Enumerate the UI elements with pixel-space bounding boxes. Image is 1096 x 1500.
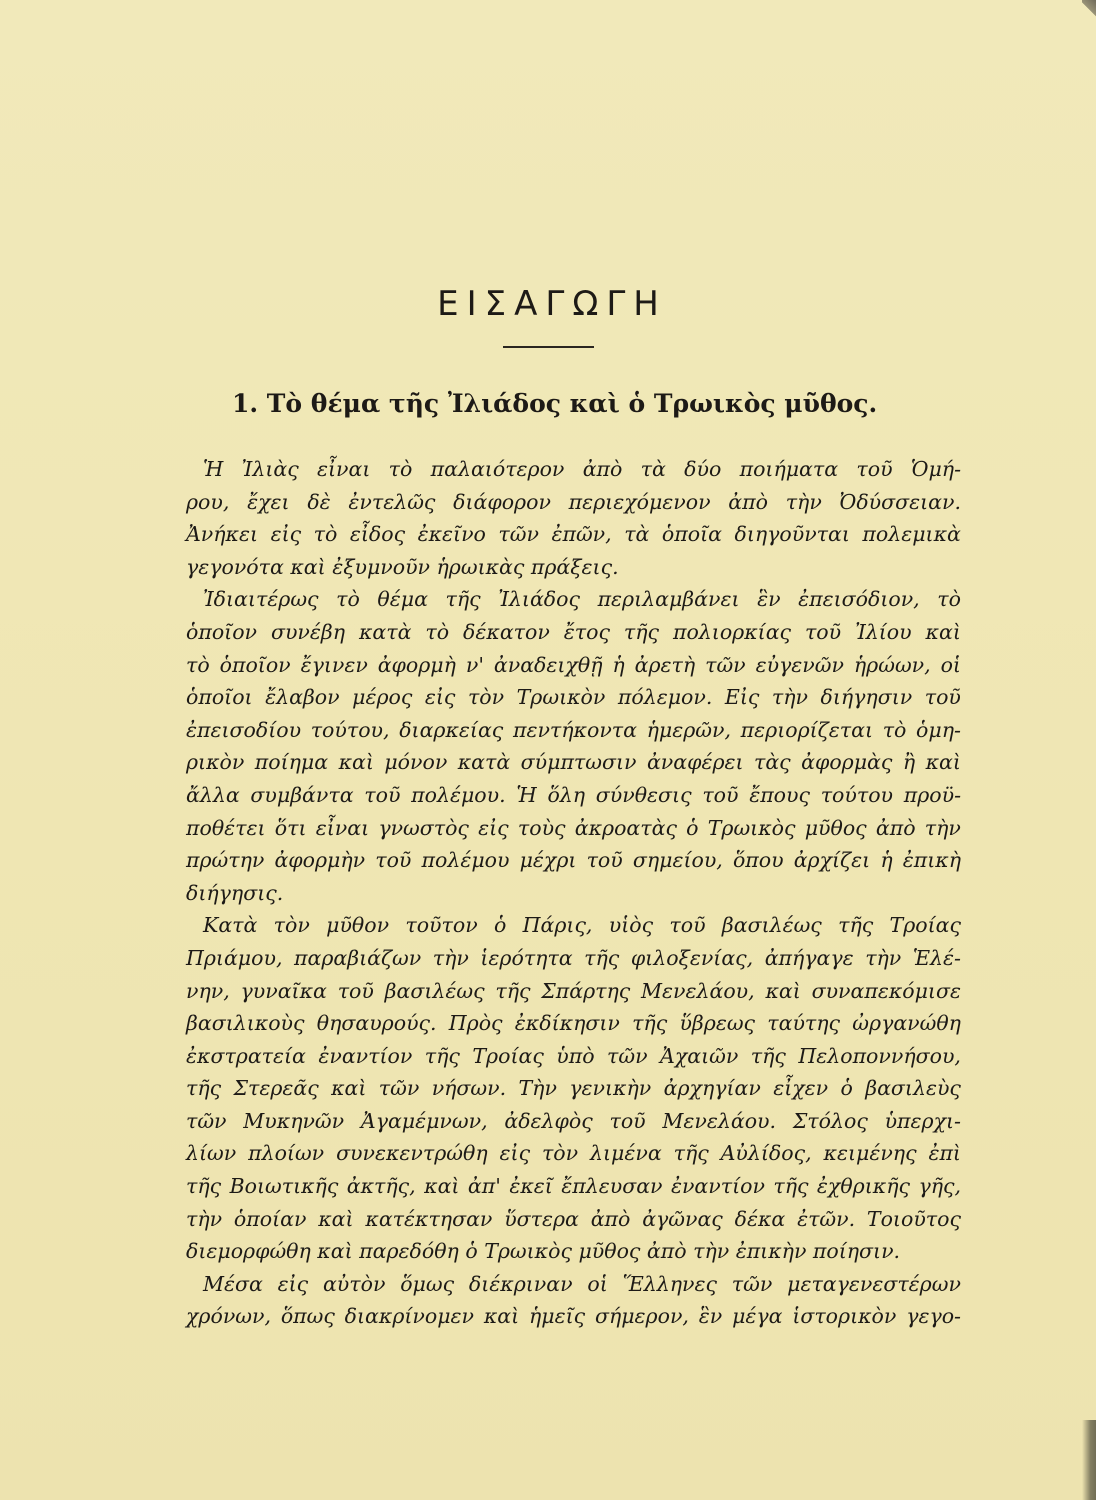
- word: ἐκδίκησιν: [514, 1011, 620, 1036]
- word: ἡ: [880, 848, 893, 873]
- word: εἰς: [499, 1141, 531, 1166]
- text-line: [186, 1300, 961, 1333]
- word: Ἰλιὰς: [241, 457, 299, 481]
- word: τὸ: [336, 587, 360, 612]
- word: τὰ: [624, 522, 650, 547]
- word: τὸ: [313, 522, 338, 547]
- word: πολιορκίας: [672, 619, 792, 644]
- word: νήσων.: [431, 1076, 507, 1101]
- word: περιλαμβάνει: [597, 587, 740, 612]
- word: ἢ: [902, 750, 916, 775]
- word: ἀναφέρει: [646, 750, 744, 775]
- word: εἰς: [277, 1271, 309, 1296]
- word: ὁποίαν: [233, 1206, 307, 1231]
- word: Τροίας: [889, 913, 961, 938]
- word: τοῦ: [364, 782, 401, 807]
- word: τοῦ: [375, 848, 412, 873]
- word: τὸν: [273, 913, 310, 938]
- text-line: [186, 1007, 961, 1040]
- word: τῆς: [773, 1174, 809, 1199]
- word: τῶν: [186, 1108, 227, 1133]
- word: ἐπὶ: [928, 1141, 961, 1166]
- word: τούτου: [820, 782, 893, 807]
- word: ὕβρεως: [679, 1011, 756, 1036]
- word: τὸ: [425, 619, 450, 644]
- word: ἀφορμὴν: [274, 848, 366, 873]
- word: ἐπεισόδιον,: [798, 587, 920, 612]
- word: τὴν: [785, 489, 822, 514]
- text-line: [186, 1105, 961, 1138]
- word: ποίημα: [254, 750, 329, 775]
- word: Ὁμή-: [910, 457, 961, 481]
- text-line: [186, 746, 961, 779]
- word: μέχρι: [519, 848, 577, 873]
- word: γῆς,: [918, 1174, 961, 1199]
- word: ἀφορμὰς: [801, 750, 893, 775]
- word: τῆς: [838, 913, 874, 938]
- word: ἀκροατὰς: [574, 815, 677, 840]
- word: Τοιοῦτος: [866, 1206, 961, 1231]
- word: συνέβη: [270, 619, 346, 644]
- word: τοῦ: [804, 619, 842, 644]
- word: αὐτὸν: [322, 1271, 386, 1296]
- word: δέκα: [734, 1206, 786, 1231]
- word: τοῦ: [702, 782, 739, 807]
- word: ἀρχηγίαν: [663, 1076, 761, 1101]
- word: ποθέτει: [186, 815, 266, 840]
- word: ἄλλα: [186, 782, 240, 807]
- text-line: γεγονότα καὶ ἐξυμνοῦν ἡρωικὰς πράξεις.: [186, 554, 619, 579]
- word: Μυκηνῶν: [243, 1108, 345, 1133]
- word: νην,: [186, 978, 230, 1003]
- word: ταύτης: [767, 1011, 841, 1036]
- word: ἔλαβον: [265, 685, 340, 710]
- word: μεταγενεστέρων: [787, 1271, 961, 1296]
- word: λιμένα: [590, 1141, 662, 1166]
- word: ὅμως: [400, 1271, 455, 1296]
- word: καὶ: [765, 978, 801, 1003]
- word: θησαυρούς.: [316, 1011, 437, 1036]
- word: συνεκεντρώθη: [336, 1141, 488, 1166]
- word: παραβιάζων: [294, 945, 422, 970]
- word: τῆς: [632, 1011, 668, 1036]
- word: ἐπικὴ: [902, 848, 961, 873]
- page-corner-fold: [1082, 0, 1096, 22]
- text-line: [186, 453, 961, 486]
- word: ἓν: [757, 587, 781, 612]
- word: ἡμερῶν,: [646, 717, 731, 742]
- word: ἔπους: [749, 782, 810, 807]
- text-line: [186, 975, 961, 1008]
- text-line: [186, 909, 961, 942]
- word: συναπεκόμισε: [811, 978, 961, 1003]
- word: τὸν: [541, 1141, 579, 1166]
- word: ν': [465, 652, 484, 677]
- text-line: [186, 486, 961, 519]
- word: Τρωικὸς: [707, 815, 796, 840]
- word: σημείου,: [632, 848, 723, 873]
- word: ὁποῖοι: [186, 685, 253, 710]
- word: Μέσα: [203, 1271, 263, 1296]
- word: τῆς: [623, 619, 660, 644]
- word: ἡ: [612, 652, 625, 677]
- word: ἀναδειχθῇ: [493, 652, 603, 677]
- word: ἐκστρατεία: [186, 1043, 306, 1068]
- word: τὴν: [924, 815, 961, 840]
- word: τοῦ: [669, 913, 706, 938]
- word: τὸ: [186, 652, 210, 677]
- word: πρώτην: [186, 848, 265, 873]
- chapter-title: ΕΙΣΑΓΩΓΗ: [437, 284, 667, 324]
- word: ἔγινεν: [300, 652, 368, 677]
- word: δέκατον: [463, 619, 550, 644]
- word: ἐτῶν.: [797, 1206, 856, 1231]
- word: τῆς: [186, 1076, 222, 1101]
- word: γνωστὸς: [378, 815, 469, 840]
- word: ἐχθρικῆς: [816, 1174, 910, 1199]
- word: τῶν: [607, 1043, 648, 1068]
- word: γεγο-: [906, 1304, 961, 1329]
- word: ὑπὸ: [556, 1043, 595, 1068]
- word: καὶ: [925, 619, 961, 644]
- word: Πρὸς: [448, 1011, 503, 1036]
- word: γενικὴν: [569, 1076, 652, 1101]
- word: ἐντελῶς: [348, 489, 436, 514]
- word: ρου,: [186, 489, 230, 514]
- word: τῶν: [731, 1271, 773, 1296]
- word: διαρκείας: [399, 717, 504, 742]
- word: πολεμικὰ: [862, 522, 961, 547]
- word: τῆς: [673, 1141, 709, 1166]
- word: ἔπλευσαν: [561, 1174, 663, 1199]
- word: Εἰς: [724, 685, 760, 710]
- text-line: [186, 1203, 961, 1236]
- word: πολέμου: [421, 848, 510, 873]
- word: τὰ: [640, 457, 666, 481]
- word: Μενελάου.: [662, 1108, 777, 1133]
- word: ἡρώων,: [853, 652, 931, 677]
- word: ὁποῖα: [661, 522, 722, 547]
- word: εἰς: [424, 685, 456, 710]
- word: τῆς: [750, 1043, 786, 1068]
- word: εὐγενῶν: [755, 652, 844, 677]
- word: τὴν: [865, 945, 902, 970]
- word: Ἀνήκει: [186, 522, 259, 547]
- word: διήγησιν: [820, 685, 913, 710]
- word: Τὴν: [518, 1076, 557, 1101]
- word: εἰς: [478, 815, 509, 840]
- word: τοὺς: [517, 815, 566, 840]
- word: κατὰ: [358, 619, 412, 644]
- text-line: διήγησις.: [186, 880, 284, 905]
- word: τοῦ: [337, 978, 374, 1003]
- section-heading: 1. Τὸ θέμα τῆς Ἰλιάδος καὶ ὁ Τρωικὸς μῦθος.: [232, 389, 878, 418]
- word: τὸ: [882, 717, 907, 742]
- text-line: διεμορφώθη καὶ παρεδόθη ὁ Τρωικὸς μῦθος ἀπὸ τὴν ἐπικὴν ποίησιν.: [186, 1239, 901, 1264]
- word: πλοίων: [248, 1141, 325, 1166]
- text-line: [186, 714, 961, 747]
- word: κατέκτησαν: [365, 1206, 493, 1231]
- word: Ἰλιάδος: [498, 587, 580, 612]
- word: ἐπῶν,: [551, 522, 612, 547]
- word: Ἡ: [203, 457, 224, 481]
- word: τοῦ: [924, 685, 961, 710]
- word: εἶδος: [349, 522, 406, 547]
- word: Ἀχαιῶν: [660, 1043, 739, 1068]
- word: Στερεᾶς: [233, 1076, 319, 1101]
- word: Ὀδύσσειαν.: [839, 489, 961, 514]
- word: σήμερον,: [594, 1304, 689, 1329]
- word: τὴν: [186, 1206, 223, 1231]
- word: πολέμου.: [411, 782, 506, 807]
- word: τῆς: [495, 978, 531, 1003]
- text-line: [186, 1137, 961, 1170]
- word: γυναῖκα: [240, 978, 327, 1003]
- text-line: [186, 649, 961, 682]
- text-line: [186, 1268, 961, 1301]
- word: τῶν: [378, 1076, 420, 1101]
- word: Ἑλέ-: [912, 945, 961, 970]
- word: ὠργανώθη: [852, 1011, 961, 1036]
- word: ὁ: [493, 913, 507, 938]
- word: τῶν: [705, 652, 746, 677]
- word: Πελοποννήσου,: [798, 1043, 961, 1068]
- word: ρικὸν: [186, 750, 245, 775]
- title-divider: [503, 346, 594, 348]
- word: Σπάρτης: [541, 978, 631, 1003]
- word: τοῦτον: [405, 913, 478, 938]
- word: υἱὸς: [608, 913, 654, 938]
- word: ἐναντίον: [318, 1043, 413, 1068]
- word: τοῦ: [586, 848, 623, 873]
- word: βασιλέως: [384, 978, 485, 1003]
- word: πεντήκοντα: [512, 717, 637, 742]
- word: Ἕλληνες: [622, 1271, 717, 1296]
- text-line: [186, 583, 961, 616]
- word: ὑπερχι-: [884, 1108, 961, 1133]
- word: ἀπὸ: [590, 1206, 631, 1231]
- word: διακρίνομεν: [344, 1304, 475, 1329]
- word: ὁποῖον: [186, 619, 257, 644]
- word: εἰς: [270, 522, 302, 547]
- word: δὲ: [307, 489, 331, 514]
- word: Τρωικὸν: [516, 685, 606, 710]
- word: Πριάμου,: [186, 945, 283, 970]
- word: σύμπτωσιν: [520, 750, 637, 775]
- word: τῆς: [445, 587, 481, 612]
- word: ἐπεισοδίου: [186, 717, 302, 742]
- word: μῦθον: [326, 913, 390, 938]
- word: οἱ: [587, 1271, 608, 1296]
- word: Πάρις,: [522, 913, 593, 938]
- word: οἱ: [940, 652, 961, 677]
- word: ἀπήγαγε: [764, 945, 854, 970]
- word: μέρος: [352, 685, 413, 710]
- word: Ἰλίου: [855, 619, 912, 644]
- word: εἶναι: [316, 457, 371, 481]
- word: καὶ: [338, 750, 374, 775]
- word: θέμα: [377, 587, 428, 612]
- word: τῶν: [498, 522, 539, 547]
- word: τὸ: [388, 457, 413, 481]
- word: ὁποῖον: [219, 652, 291, 677]
- word: καὶ: [331, 1076, 367, 1101]
- word: καὶ: [483, 1304, 520, 1329]
- word: ὅτι: [274, 815, 307, 840]
- word: Ἀγαμέμνων,: [360, 1108, 488, 1133]
- word: μέγα: [732, 1304, 783, 1329]
- word: καὶ: [424, 1174, 460, 1199]
- word: Ἰδιαιτέρως: [203, 587, 319, 612]
- text-line: [186, 616, 961, 649]
- word: μόνον: [384, 750, 448, 775]
- word: ἓν: [698, 1304, 723, 1329]
- text-line: [186, 1170, 961, 1203]
- word: τὰς: [754, 750, 791, 775]
- word: ἔτος: [563, 619, 610, 644]
- word: μῦθος: [804, 815, 867, 840]
- word: φιλοξενίας,: [630, 945, 754, 970]
- word: τούτου,: [310, 717, 390, 742]
- word: ἀφορμὴ: [377, 652, 456, 677]
- word: δύο: [684, 457, 722, 481]
- word: ἀρετὴ: [634, 652, 696, 677]
- text-line: [186, 779, 961, 812]
- word: διάφορον: [453, 489, 551, 514]
- text-line: [186, 844, 961, 877]
- text-line: [186, 942, 961, 975]
- word: καὶ: [318, 1206, 354, 1231]
- word: ἱστορικὸν: [792, 1304, 897, 1329]
- text-line: [186, 1040, 961, 1073]
- word: ἀπὸ: [582, 457, 623, 481]
- word: παλαιότερον: [430, 457, 565, 481]
- word: εἶναι: [315, 815, 370, 840]
- word: ἀπὸ: [728, 489, 768, 514]
- word: Αὐλίδος,: [720, 1141, 812, 1166]
- word: ἀκτῆς,: [346, 1174, 416, 1199]
- body-text: [186, 453, 961, 1333]
- page-edge-shadow: [1082, 1420, 1096, 1500]
- word: περιορίζεται: [740, 717, 874, 742]
- word: ἀπὸ: [875, 815, 916, 840]
- word: βασιλικοὺς: [186, 1011, 305, 1036]
- word: Κατὰ: [203, 913, 258, 938]
- word: Στόλος: [792, 1108, 868, 1133]
- word: πόλεμον.: [617, 685, 713, 710]
- word: βασιλεὺς: [865, 1076, 961, 1101]
- word: τῆς: [186, 1174, 222, 1199]
- word: ποιήματα: [739, 457, 839, 481]
- word: διέκριναν: [468, 1271, 573, 1296]
- word: τῆς: [424, 1043, 460, 1068]
- word: ἐναντίον: [670, 1174, 765, 1199]
- word: ἀπ': [467, 1174, 501, 1199]
- word: τὴν: [432, 945, 469, 970]
- word: ὅπως: [280, 1304, 335, 1329]
- word: διηγοῦνται: [734, 522, 850, 547]
- word: κατὰ: [457, 750, 511, 775]
- word: ἀρχίζει: [793, 848, 871, 873]
- word: Τροίας: [472, 1043, 544, 1068]
- text-line: [186, 681, 961, 714]
- word: βασιλέως: [721, 913, 822, 938]
- word: ἱερότητα: [480, 945, 573, 970]
- word: ἐκεῖ: [509, 1174, 553, 1199]
- word: ἀδελφὸς: [504, 1108, 593, 1133]
- word: ὁ: [686, 815, 699, 840]
- word: κειμένης: [823, 1141, 917, 1166]
- word: συμβάντα: [250, 782, 354, 807]
- word: Μενελάου,: [641, 978, 755, 1003]
- word: ἀγῶνας: [642, 1206, 723, 1231]
- word: ὅπου: [732, 848, 784, 873]
- word: ἔχει: [247, 489, 290, 514]
- text-line: [186, 518, 961, 551]
- word: ἐκεῖνο: [417, 522, 486, 547]
- word: Ἡ: [516, 782, 537, 807]
- word: σύνθεσις: [595, 782, 692, 807]
- word: χρόνων,: [186, 1304, 271, 1329]
- word: τὸ: [937, 587, 961, 612]
- text-line: [186, 812, 961, 845]
- word: προϋ-: [903, 782, 961, 807]
- word: εἶχεν: [773, 1076, 829, 1101]
- word: Βοιωτικῆς: [229, 1174, 339, 1199]
- word: τοῦ: [609, 1108, 646, 1133]
- word: ὕστερα: [504, 1206, 579, 1231]
- word: τῆς: [584, 945, 620, 970]
- word: τὸν: [467, 685, 505, 710]
- word: ὅλη: [547, 782, 586, 807]
- word: λίων: [186, 1141, 237, 1166]
- word: ὁμη-: [916, 717, 961, 742]
- word: ὁ: [840, 1076, 853, 1101]
- word: τὴν: [771, 685, 808, 710]
- word: περιεχόμενον: [568, 489, 711, 514]
- word: ἡμεῖς: [529, 1304, 586, 1329]
- word: καὶ: [925, 750, 961, 775]
- text-line: [186, 1072, 961, 1105]
- word: τοῦ: [856, 457, 893, 481]
